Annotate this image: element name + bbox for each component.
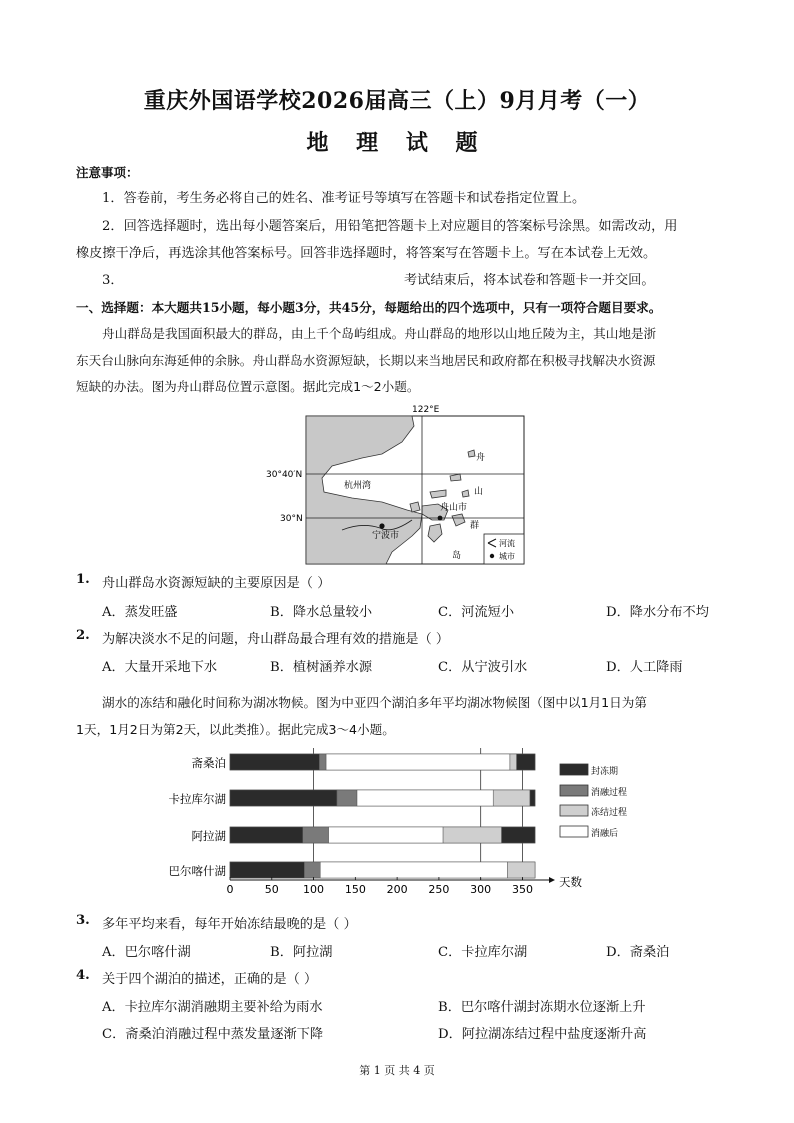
label-qun: 群 bbox=[470, 521, 480, 531]
zhoushan-location-map bbox=[262, 402, 532, 570]
label-zhou: 舟 bbox=[476, 453, 486, 463]
bar-segment-3-2 bbox=[320, 862, 507, 878]
passage-1-line1: 舟山群岛是我国面积最大的群岛，由上千个岛屿组成。舟山群岛的地形以山地丘陵为主，其山地是浙 bbox=[102, 326, 657, 341]
label-hangzhou-bay: 杭州湾 bbox=[344, 481, 372, 491]
q2-option-a[interactable]: A．大量开采地下水 bbox=[102, 660, 218, 675]
x-tick-label-7: 350 bbox=[511, 883, 533, 896]
passage-1-line2: 东天台山脉向东海延伸的余脉。舟山群岛水资源短缺，长期以来当地居民和政府都在积极寻找解决水资源 bbox=[76, 353, 656, 368]
notice-item-3-text: 考试结束后，将本试卷和答题卡一并交回。 bbox=[404, 273, 655, 288]
q2-option-b[interactable]: B．植树涵养水源 bbox=[270, 660, 373, 675]
legend-swatch-1 bbox=[560, 785, 588, 796]
x-axis-arrow bbox=[549, 877, 555, 883]
notice-item-2-line1: 2．回答选择题时，选出每小题答案后，用铅笔把答题卡上对应题目的答案标号涂黑。如需改动，用 bbox=[102, 219, 678, 234]
q3-number: 3. bbox=[76, 913, 90, 928]
q4-stem: 关于四个湖泊的描述，正确的是（ ） bbox=[102, 972, 318, 987]
q1-number: 1. bbox=[76, 572, 90, 587]
category-label-3: 巴尔喀什湖 bbox=[168, 864, 226, 878]
bar-segment-2-0 bbox=[230, 827, 303, 843]
category-label-2: 阿拉湖 bbox=[191, 829, 226, 843]
bar-segment-3-1 bbox=[304, 862, 320, 878]
passage-1-line3: 短缺的办法。图为舟山群岛位置示意图。据此完成1～2小题。 bbox=[76, 379, 420, 394]
q2-stem: 为解决淡水不足的问题，舟山群岛最合理有效的措施是（ ） bbox=[102, 632, 450, 647]
x-tick-label-6: 300 bbox=[470, 883, 492, 896]
q4-option-c[interactable]: C．斋桑泊消融过程中蒸发量逐渐下降 bbox=[102, 1027, 324, 1042]
q1-stem: 舟山群岛水资源短缺的主要原因是（ ） bbox=[102, 576, 331, 591]
bar-segment-0-2 bbox=[326, 754, 510, 770]
passage-2-line1: 湖水的冻结和融化时间称为湖冰物候。图为中亚四个湖泊多年平均湖冰物候图（图中以1月1日为第 bbox=[102, 695, 647, 710]
bar-segment-2-3 bbox=[443, 827, 501, 843]
q1-option-c[interactable]: C．河流短小 bbox=[438, 605, 515, 620]
bar-segment-1-0 bbox=[230, 790, 337, 806]
legend-swatch-2 bbox=[560, 805, 588, 816]
city-dot-ningbo bbox=[379, 523, 384, 528]
q1-option-b[interactable]: B．降水总量较小 bbox=[270, 605, 373, 620]
label-30n: 30°N bbox=[280, 514, 303, 524]
exam-title: 重庆外国语学校2026届高三（上）9月月考（一） bbox=[143, 88, 651, 114]
bar-segment-3-3 bbox=[507, 862, 535, 878]
bar-segment-3-0 bbox=[230, 862, 304, 878]
label-zhoushan-city: 舟山市 bbox=[440, 503, 468, 513]
legend-label-2: 冻结过程 bbox=[591, 808, 628, 818]
island-5 bbox=[410, 502, 420, 512]
q4-option-d[interactable]: D．阿拉湖冻结过程中盐度逐渐升高 bbox=[438, 1027, 647, 1042]
bar-segment-1-3 bbox=[493, 790, 530, 806]
legend-swatch-0 bbox=[560, 764, 588, 775]
q3-option-d[interactable]: D．斋桑泊 bbox=[606, 945, 670, 960]
label-ningbo: 宁波市 bbox=[372, 531, 400, 541]
category-label-1: 卡拉库尔湖 bbox=[168, 792, 226, 806]
q4-option-b[interactable]: B．巴尔喀什湖封冻期水位逐渐上升 bbox=[438, 1000, 646, 1015]
bar-segment-1-4 bbox=[530, 790, 535, 806]
bar-segment-2-2 bbox=[329, 827, 443, 843]
x-tick-label-2: 100 bbox=[303, 883, 325, 896]
passage-2-line2: 1天，1月2日为第2天，以此类推）。据此完成3～4小题。 bbox=[76, 722, 395, 737]
notice-item-3-num: 3． bbox=[102, 273, 124, 288]
city-dot-zhoushan bbox=[438, 516, 443, 521]
bar-segment-0-1 bbox=[319, 754, 326, 770]
label-122e: 122°E bbox=[412, 405, 440, 415]
x-tick-label-0: 0 bbox=[226, 883, 234, 896]
page-footer: 第 1 页 共 4 页 bbox=[359, 1064, 435, 1077]
bar-segment-2-4 bbox=[502, 827, 535, 843]
q3-option-c[interactable]: C．卡拉库尔湖 bbox=[438, 945, 528, 960]
label-dao: 岛 bbox=[452, 551, 462, 561]
bar-segment-1-2 bbox=[357, 790, 493, 806]
legend-swatch-3 bbox=[560, 826, 588, 837]
bar-segment-0-3 bbox=[510, 754, 517, 770]
x-tick-label-5: 250 bbox=[428, 883, 450, 896]
legend-city-symbol bbox=[490, 554, 494, 558]
bar-segment-1-1 bbox=[337, 790, 357, 806]
x-tick-label-4: 200 bbox=[386, 883, 408, 896]
legend-city-label: 城市 bbox=[499, 552, 515, 561]
notice-heading: 注意事项： bbox=[76, 165, 139, 180]
section-1-heading: 一、选择题：本大题共15小题，每小题3分，共45分，每题给出的四个选项中，只有一项符合题目要求。 bbox=[76, 300, 662, 315]
x-tick-label-1: 50 bbox=[264, 883, 279, 896]
q2-option-c[interactable]: C．从宁波引水 bbox=[438, 660, 528, 675]
q2-number: 2. bbox=[76, 628, 90, 643]
notice-item-1: 1．答卷前，考生务必将自己的姓名、准考证号等填写在答题卡和试卷指定位置上。 bbox=[102, 191, 586, 206]
x-axis-label: 天数 bbox=[559, 875, 582, 889]
legend-label-0: 封冻期 bbox=[591, 767, 619, 777]
lake-ice-phenology-chart bbox=[150, 744, 670, 904]
legend-label-1: 消融过程 bbox=[591, 788, 628, 798]
label-30-40n: 30°40′N bbox=[266, 470, 303, 480]
notice-item-2-line2: 橡皮擦干净后，再选涂其他答案标号。回答非选择题时，将答案写在答题卡上。写在本试卷上无效。 bbox=[76, 246, 657, 261]
exam-subtitle: 地 理 试 题 bbox=[306, 130, 488, 156]
label-shan: 山 bbox=[474, 487, 484, 497]
bar-segment-2-1 bbox=[303, 827, 329, 843]
q3-stem: 多年平均来看，每年开始冻结最晚的是（ ） bbox=[102, 917, 357, 932]
bar-segment-0-0 bbox=[230, 754, 319, 770]
legend-label-3: 消融后 bbox=[591, 829, 619, 839]
q3-option-b[interactable]: B．阿拉湖 bbox=[270, 945, 333, 960]
q2-option-d[interactable]: D．人工降雨 bbox=[606, 660, 683, 675]
q1-option-d[interactable]: D．降水分布不均 bbox=[606, 605, 709, 620]
category-label-0: 斋桑泊 bbox=[191, 756, 226, 770]
map-legend bbox=[484, 534, 524, 564]
x-tick-label-3: 150 bbox=[344, 883, 366, 896]
bar-segment-0-4 bbox=[517, 754, 535, 770]
legend-river-label: 河流 bbox=[499, 539, 515, 548]
q1-option-a[interactable]: A．蒸发旺盛 bbox=[102, 605, 178, 620]
q4-number: 4. bbox=[76, 968, 90, 983]
q4-option-a[interactable]: A．卡拉库尔湖消融期主要补给为雨水 bbox=[102, 1000, 323, 1015]
q3-option-a[interactable]: A．巴尔喀什湖 bbox=[102, 945, 191, 960]
